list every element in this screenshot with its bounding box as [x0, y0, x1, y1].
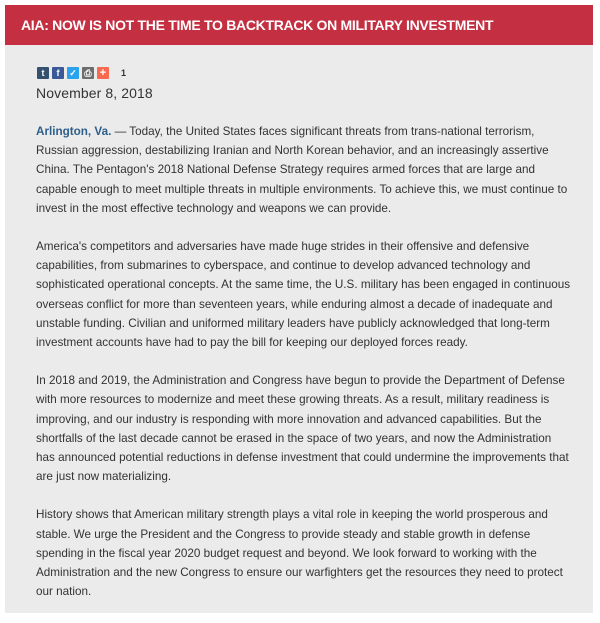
facebook-icon[interactable]: f: [52, 67, 64, 79]
print-icon[interactable]: ⎙: [82, 67, 94, 79]
page-title: AIA: NOW IS NOT THE TIME TO BACKTRACK ON MILITARY INVESTMENT: [21, 17, 494, 33]
share-toolbar: [37, 67, 571, 79]
share-count: 1: [121, 68, 127, 78]
paragraph-4: History shows that American military strength plays a vital role in keeping the world prosperous and stable. We urge the President and the Congress to provide steady and stable growth in defense spending in the fiscal year 2020 budget request and beyond. We look forward to working with the Administration and the new Congress to ensure our warfighters get the resources they need to protect our nation.: [36, 508, 563, 599]
twitter-icon[interactable]: ✓: [67, 67, 79, 79]
article-date: November 8, 2018: [36, 85, 153, 101]
more-icon[interactable]: +: [97, 67, 109, 79]
paragraph-1-text: — Today, the United States faces significant threats from trans-national terrorism, Russian aggression, destabilizing Iranian and North Korean behavior, and an increasingly assertive China. The Pentagon's 2018 National Defense Strategy requires armed forces that are large and capable enough to meet multiple threats in multiple environments. To achieve this, we must continue to invest in the most effective technology and weapons we can provide.: [36, 125, 568, 215]
dateline: Arlington, Va.: [36, 125, 112, 138]
paragraph-1: [36, 122, 571, 218]
article-body: [36, 122, 571, 601]
paragraph-2: America's competitors and adversaries have made huge strides in their offensive and defensive capabilities, from submarines to cyberspace, and continue to develop advanced technology and sophisticated operational concepts. At the same time, the U.S. military has been engaged in continuous overseas conflict for more than seventeen years, while enduring almost a decade of inadequate and unstable funding. Civilian and uniformed military leaders have publicly acknowledged that long-term investment accounts have had to pay the bill for keeping our deployed forces ready.: [36, 240, 571, 350]
page-header: [5, 5, 593, 45]
tumblr-icon[interactable]: t: [37, 67, 49, 79]
paragraph-3: In 2018 and 2019, the Administration and Congress have begun to provide the Department of Defense with more resources to modernize and meet these growing threats. As a result, military readiness is improving, and our industry is responding with more innovation and advanced capabilities. But the shortfalls of the last decade cannot be erased in the space of two years, and now the Administration has announced potential reductions in defense investment that could undermine the improvements that are just now materializing.: [36, 374, 569, 484]
article-card: [5, 45, 593, 613]
